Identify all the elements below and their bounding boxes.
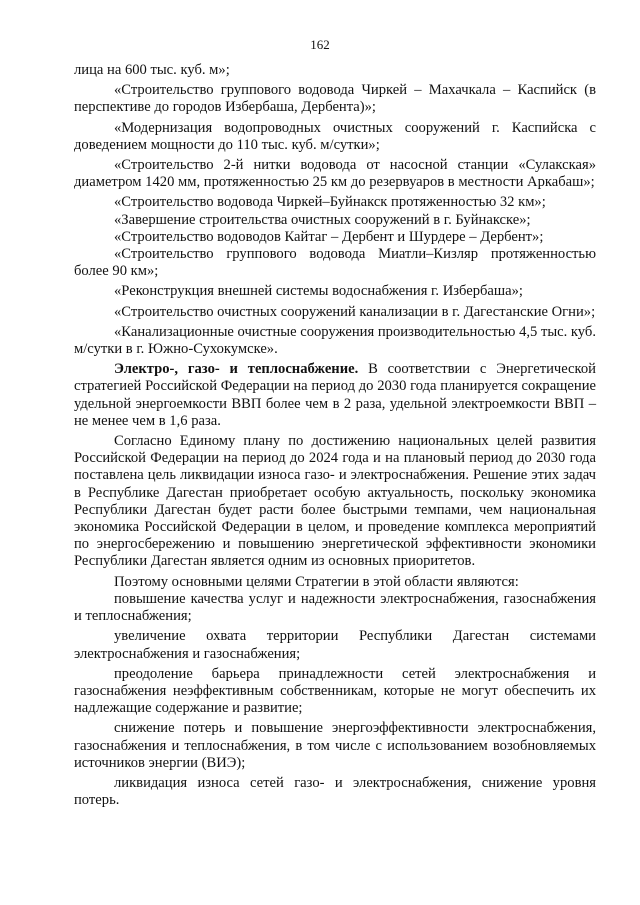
paragraph-goals-intro: Поэтому основными целями Стратегии в этой области являются: — [114, 573, 519, 590]
section-heading-energy: Электро-, газо- и теплоснабжение. — [114, 361, 359, 378]
list-item-miatli-kizlyar: «Строительство группового водовода Миатли–Кизляр протяженностью более 90 км»; — [74, 246, 596, 280]
goal-item-quality: повышение качества услуг и надежности электроснабжения, газоснабжения и теплоснабжения; — [74, 590, 596, 625]
list-item-dagestanskie-ogni: «Строительство очистных сооружений канализации в г. Дагестанские Огни»; — [114, 303, 596, 320]
list-item-yuzhno-sukhokumsk: «Канализационные очистные сооружения производительностью 4,5 тыс. куб. м/сутки в г. Южно-Сухокумске». — [74, 323, 596, 358]
paragraph-unified-plan: Согласно Единому плану по достижению национальных целей развития Российской Федерации на период до 2024 года и на плановый период до 2030 года поставлена цель ликвидации износа газо- и электроснабжения. Решение этих задач в Республике Дагестан приобретает особую актуальность, поскольку экономика Республики Дагестан будет расти более быстрыми темпами, чем национальная экономика Российской Федерации в целом, и проведение комплекса мероприятий по энергосбережению и повышению энергетической эффективности экономики Республики Дагестан является одним из основных приоритетов. — [74, 433, 596, 570]
goal-item-ownership-barrier: преодоление барьера принадлежности сетей электроснабжения и газоснабжения неэффективным собственникам, которые не могут обеспечить их надлежащие содержание и развитие; — [74, 665, 596, 717]
page-number: 162 — [310, 37, 330, 52]
energy-strategy-text: В соответствии с Энергетической стратегией Российской Федерации на период до 2030 года планируется сокращение удельной энергоемкости ВВП более чем в 2 раза, удельной электроемкости ВВП – не менее чем в 1,6 раза. — [74, 361, 596, 429]
list-item-second-line-sulakskaya: «Строительство 2-й нитки водовода от насосной станции «Сулакская» диаметром 1420 мм, протяженностью 25 км до резервуаров в местности Аркабаш»; — [74, 157, 596, 191]
paragraph-continuation: лица на 600 тыс. куб. м»; — [74, 62, 230, 78]
list-item-kaspiysk-treatment: «Модернизация водопроводных очистных сооружений г. Каспийска с доведением мощности до 110 тыс. куб. м/сутки»; — [74, 119, 596, 153]
document-body — [74, 62, 596, 812]
goal-item-loss-reduction: снижение потерь и повышение энергоэффективности электроснабжения, газоснабжения и теплоснабжения, в том числе с использованием возобновляемых источников энергии (ВИЭ); — [74, 720, 596, 771]
list-item-buynaksk-treatment: «Завершение строительства очистных сооружений в г. Буйнакске»; — [114, 211, 531, 228]
list-item-water-main-chirkey: «Строительство группового водовода Чиркей – Махачкала – Каспийск (в перспективе до городов Избербаша, Дербента)»; — [74, 82, 596, 116]
list-item-izberbash-reconstruction: «Реконструкция внешней системы водоснабжения г. Избербаша»; — [114, 283, 523, 300]
goal-item-coverage: увеличение охвата территории Республики Дагестан системами электроснабжения и газоснабжения; — [74, 628, 596, 662]
list-item-chirkey-buynaksk: «Строительство водовода Чиркей–Буйнакск протяженностью 32 км»; — [114, 194, 546, 211]
list-item-kaytag-derbent: «Строительство водоводов Кайтаг – Дербент и Шурдере – Дербент»; — [114, 228, 544, 245]
paragraph-energy-strategy — [74, 361, 596, 430]
goal-item-wear-elimination: ликвидация износа сетей газо- и электроснабжения, снижение уровня потерь. — [74, 774, 596, 809]
